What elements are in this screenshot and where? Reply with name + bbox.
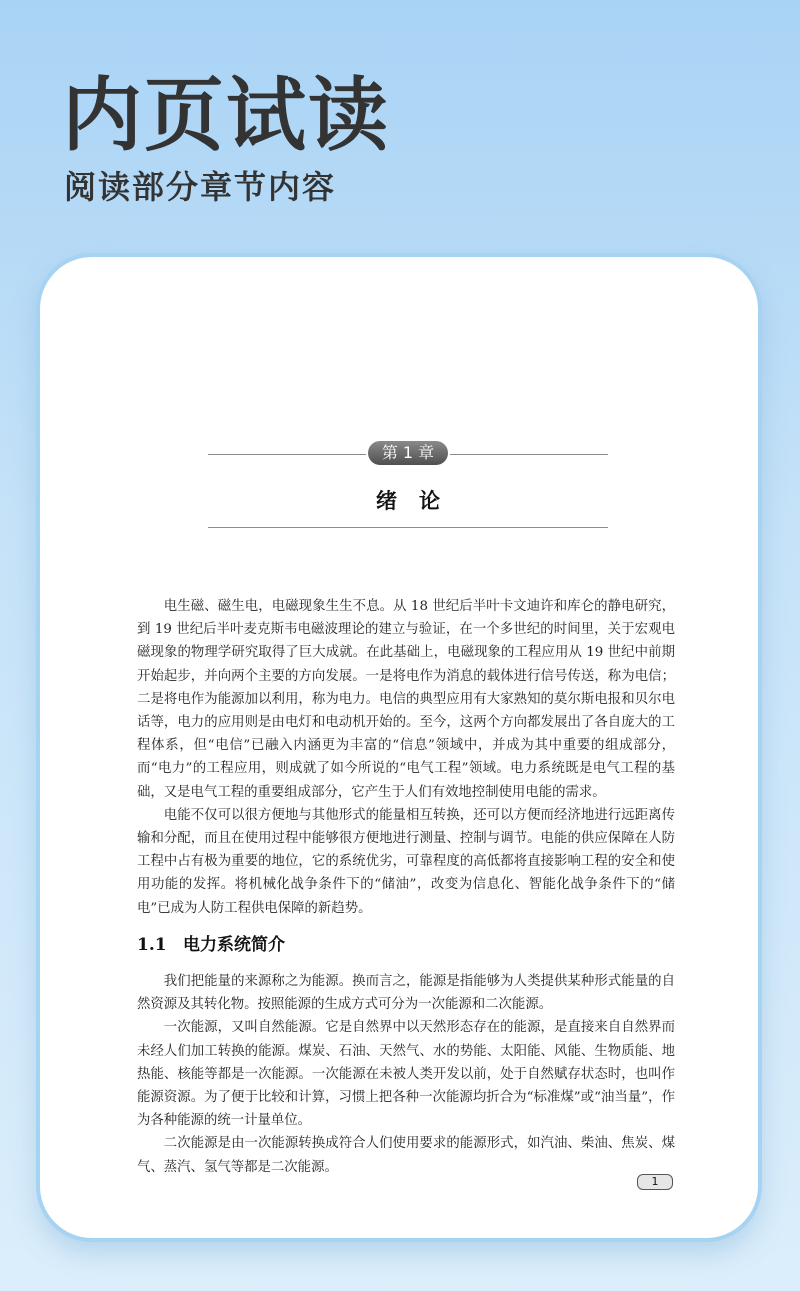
section-title: 电力系统简介 bbox=[183, 935, 285, 955]
paragraph: 一次能源，又叫自然能源。它是自然界中以天然形态存在的能源，是直接来自自然界而未经人们加工转换的能源。煤炭、石油、天然气、水的势能、太阳能、风能、生物质能、地热能、核能等都是一次能源。一次能源在未被人类开发以前，处于自然赋存状态时，也叫作能源资源。为了便于比较和计算，习惯上把各种一次能源均折合为“标准煤”或“油当量”，作为各种能源的统一计量单位。 bbox=[137, 1020, 675, 1129]
page-title: 内页试读 bbox=[62, 69, 390, 162]
intro-text bbox=[137, 595, 675, 920]
section-number: 1.1 bbox=[137, 935, 167, 955]
chapter-title: 绪论 bbox=[376, 489, 462, 513]
chapter-rule-bottom bbox=[208, 527, 608, 528]
paragraph: 电生磁、磁生电，电磁现象生生不息。从 18 世纪后半叶卡文迪许和库仑的静电研究，到 19 世纪后半叶麦克斯韦电磁波理论的建立与验证，在一个多世纪的时间里，关于宏观电磁现象的物理学研究取得了巨大成就。在此基础上，电磁现象的工程应用从 19 世纪中前期开始起步，并向两个主要的方向发展。一是将电作为消息的载体进行信号传送，称为电信；二是将电作为能源加以利用，称为电力。电信的典型应用有大家熟知的莫尔斯电报和贝尔电话等，电力的应用则是由电灯和电动机开始的。至今，这两个方向都发展出了各自庞大的工程体系，但“电信”已融入内涵更为丰富的“信息”领域中，并成为其中重要的组成部分，而“电力”的工程应用，则成就了如今所说的“电气工程”领域。电力系统既是电气工程的基础，又是电气工程的重要组成部分，它产生于人们有效地控制使用电能的需求。 bbox=[137, 599, 675, 800]
book-page-card bbox=[36, 253, 762, 1242]
chapter-header bbox=[208, 440, 608, 468]
paragraph: 我们把能量的来源称之为能源。换而言之，能源是指能够为人类提供某种形式能量的自然资源及其转化物。按照能源的生成方式可分为一次能源和二次能源。 bbox=[137, 974, 675, 1013]
paragraph: 二次能源是由一次能源转换成符合人们使用要求的能源形式，如汽油、柴油、焦炭、煤气、蒸汽、氢气等都是二次能源。 bbox=[137, 1136, 675, 1175]
chapter-rule-left bbox=[208, 454, 366, 455]
paragraph: 电能不仅可以很方便地与其他形式的能量相互转换，还可以方便而经济地进行远距离传输和分配，而且在使用过程中能够很方便地进行测量、控制与调节。电能的供应保障在人防工程中占有极为重要的地位，它的系统优劣，可靠程度的高低都将直接影响工程的安全和使用功能的发挥。将机械化战争条件下的“储油”，改变为信息化、智能化战争条件下的“储电”已成为人防工程供电保障的新趋势。 bbox=[137, 807, 675, 916]
section-heading bbox=[137, 930, 285, 955]
chapter-rule-right bbox=[450, 454, 608, 455]
page-number: 1 bbox=[637, 1174, 673, 1190]
page-subtitle: 阅读部分章节内容 bbox=[64, 168, 337, 206]
section-text bbox=[137, 970, 675, 1179]
chapter-badge: 第 1 章 bbox=[368, 441, 448, 465]
